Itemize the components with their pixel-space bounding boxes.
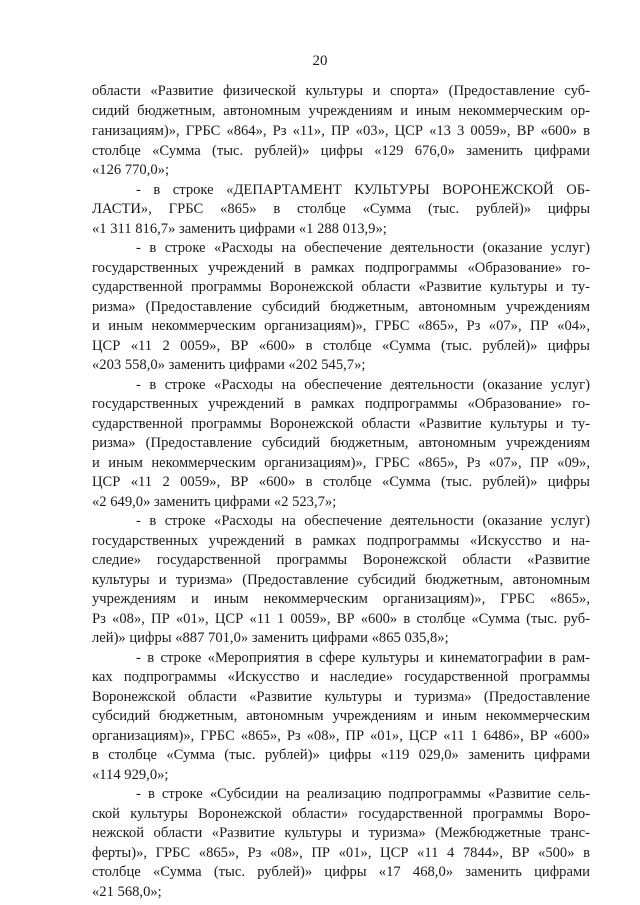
text-line: ЛАСТИ», ГРБС «865» в столбце «Сумма (тыс. рублей)» цифры [92,201,590,217]
text-line: в столбце «Сумма (тыс. рублей)» цифры «119 029,0» заменить цифрами [92,747,590,763]
text-line: учреждениям и иным некоммерческим организациям)», ГРБС «865», [92,591,590,607]
text-line: ферты)», ГРБС «865», Рз «08», ПР «01», ЦСР «11 4 7844», ВР «500» в [92,845,590,861]
text-line: государственных учреждений в рамках подпрограммы «Образование» го- [92,396,590,412]
text-line: сидий бюджетным, автономным учреждениям и иным некоммерческим ор- [92,103,590,119]
text-line: «114 929,0»; [92,767,169,783]
text-line: ЦСР «11 2 0059», ВР «600» в столбце «Сумма (тыс. рублей)» цифры [92,474,590,490]
text-line: нежской области «Развитие культуры и туризма» (Межбюджетные транс- [92,825,590,841]
text-line: - в строке «Расходы на обеспечение деятельности (оказание услуг) [136,513,590,529]
text-line: - в строке «ДЕПАРТАМЕНТ КУЛЬТУРЫ ВОРОНЕЖСКОЙ ОБ- [136,182,590,198]
text-line: культуры и туризма» (Предоставление субсидий бюджетным, автономным [92,572,590,588]
text-line: столбце «Сумма (тыс. рублей)» цифры «129 676,0» заменить цифрами [92,143,590,159]
text-line: организациям)», ГРБС «865», Рз «08», ПР «01», ЦСР «11 1 6486», ВР «600» [92,728,590,744]
page-number: 20 [312,53,328,69]
text-line: ках подпрограммы «Искусство и наследие» государственной программы [92,669,590,685]
text-line: столбце «Сумма (тыс. рублей)» цифры «17 468,0» заменить цифрами [92,864,590,880]
text-line: сударственной программы Воронежской области «Развитие культуры и ту- [92,416,590,432]
text-line: ЦСР «11 2 0059», ВР «600» в столбце «Сумма (тыс. рублей)» цифры [92,338,590,354]
text-line: лей)» цифры «887 701,0» заменить цифрами «865 035,8»; [92,630,449,646]
text-line: «203 558,0» заменить цифрами «202 545,7»; [92,357,366,373]
text-line: Рз «08», ПР «01», ЦСР «11 1 0059», ВР «600» в столбце «Сумма (тыс. руб- [92,611,590,627]
text-line: - в строке «Субсидии на реализацию подпрограммы «Развитие сель- [136,786,590,802]
text-line: государственных учреждений в рамках подпрограммы «Образование» го- [92,260,590,276]
text-line: - в строке «Расходы на обеспечение деятельности (оказание услуг) [136,377,590,393]
text-line: - в строке «Расходы на обеспечение деятельности (оказание услуг) [136,240,590,256]
text-line: «126 770,0»; [92,162,170,178]
text-line: субсидий бюджетным, автономным учреждениям и иным некоммерческим [92,708,590,724]
text-line: - в строке «Мероприятия в сфере культуры и кинематографии в рам- [136,650,590,666]
text-line: следие» государственной программы Воронежской области «Развитие [92,552,590,568]
text-line: ганизациям)», ГРБС «864», Рз «11», ПР «03», ЦСР «13 3 0059», ВР «600» в [92,123,590,139]
text-line: сударственной программы Воронежской области «Развитие культуры и ту- [92,279,590,295]
text-line: области «Развитие физической культуры и спорта» (Предоставление суб- [92,83,590,99]
text-line: и иным некоммерческим организациям)», ГРБС «865», Рз «07», ПР «04», [92,318,590,334]
text-line: «21 568,0»; [92,884,162,900]
text-line: «1 311 816,7» заменить цифрами «1 288 013,9»; [92,221,387,237]
text-line: Воронежской области «Развитие культуры и туризма» (Предоставление [92,689,590,705]
text-line: и иным некоммерческим организациям)», ГРБС «865», Рз «07», ПР «09», [92,455,590,471]
text-line: государственных учреждений в рамках подпрограммы «Искусство и на- [92,533,590,549]
text-line: ризма» (Предоставление субсидий бюджетным, автономным учреждениям [92,435,590,451]
text-line: «2 649,0» заменить цифрами «2 523,7»; [92,494,337,510]
text-line: ской культуры Воронежской области» государственной программы Воро- [92,806,590,822]
text-line: ризма» (Предоставление субсидий бюджетным, автономным учреждениям [92,299,590,315]
